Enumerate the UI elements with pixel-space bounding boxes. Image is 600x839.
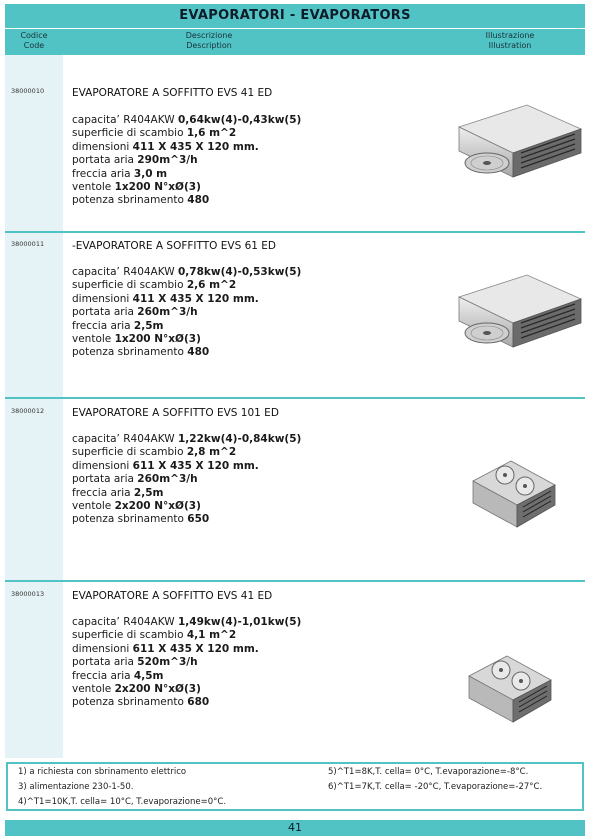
footnote: 1) a richiesta con sbrinamento elettrico [18, 767, 187, 777]
column-header-code: Codice Code [20, 31, 48, 50]
evaporator-double-fan-image [463, 650, 555, 724]
product-specs: capacita’ R404AKW 0,78kw(4)-0,53kw(5) superficie di scambio 2,6 m^2 dimensioni 411 X 435 X 120 mm. portata aria 260m^3/h freccia aria 2,5m ventole 1x200 N°xØ(3) potenza sbrinamento 480 [72, 266, 302, 359]
evaporator-double-fan-image [467, 455, 559, 529]
product-row [5, 233, 585, 399]
product-row [5, 399, 585, 582]
product-code: 38000013 [11, 590, 45, 598]
footnote: 5)^T1=8K,T. cella= 0°C, T.evaporazione=-8°C. [328, 767, 529, 777]
product-code: 38000010 [11, 87, 45, 95]
evaporator-single-fan-image [441, 271, 585, 355]
evaporator-single-fan-image [441, 101, 585, 185]
column-header-illustration: Illustrazione Illustration [485, 31, 535, 50]
product-specs: capacita’ R404AKW 0,64kw(4)-0,43kw(5) superficie di scambio 1,6 m^2 dimensioni 411 X 435 X 120 mm. portata aria 290m^3/h freccia aria 3,0 m ventole 1x200 N°xØ(3) potenza sbrinamento 480 [72, 114, 302, 207]
product-name: EVAPORATORE A SOFFITTO EVS 101 ED [72, 407, 279, 419]
footnote: 4)^T1=10K,T. cella= 10°C, T.evaporazione=0°C. [18, 797, 227, 807]
product-row [5, 55, 585, 233]
footnotes-box [6, 762, 584, 811]
product-name: EVAPORATORE A SOFFITTO EVS 41 ED [72, 87, 273, 99]
product-specs: capacita’ R404AKW 1,22kw(4)-0,84kw(5) superficie di scambio 2,8 m^2 dimensioni 611 X 435 X 120 mm. portata aria 260m^3/h freccia aria 2,5m ventole 2x200 N°xØ(3) potenza sbrinamento 650 [72, 433, 302, 526]
product-name: EVAPORATORE A SOFFITTO EVS 41 ED [72, 590, 273, 602]
column-header-description: Descrizione Description [185, 31, 233, 50]
footnote: 6)^T1=7K,T. cella= -20°C, T.evaporazione=-27°C. [328, 782, 543, 792]
footnote: 3) alimentazione 230-1-50. [18, 782, 134, 792]
product-code: 38000011 [11, 240, 45, 248]
product-code: 38000012 [11, 407, 45, 415]
product-list [5, 55, 585, 758]
product-name: -EVAPORATORE A SOFFITTO EVS 61 ED [72, 240, 277, 252]
page-title: EVAPORATORI - EVAPORATORS [5, 4, 585, 28]
table-header [5, 29, 585, 55]
product-row [5, 582, 585, 758]
product-specs: capacita’ R404AKW 1,49kw(4)-1,01kw(5) superficie di scambio 4,1 m^2 dimensioni 611 X 435 X 120 mm. portata aria 520m^3/h freccia aria 4,5m ventole 2x200 N°xØ(3) potenza sbrinamento 680 [72, 616, 302, 709]
page-number: 41 [5, 820, 585, 836]
